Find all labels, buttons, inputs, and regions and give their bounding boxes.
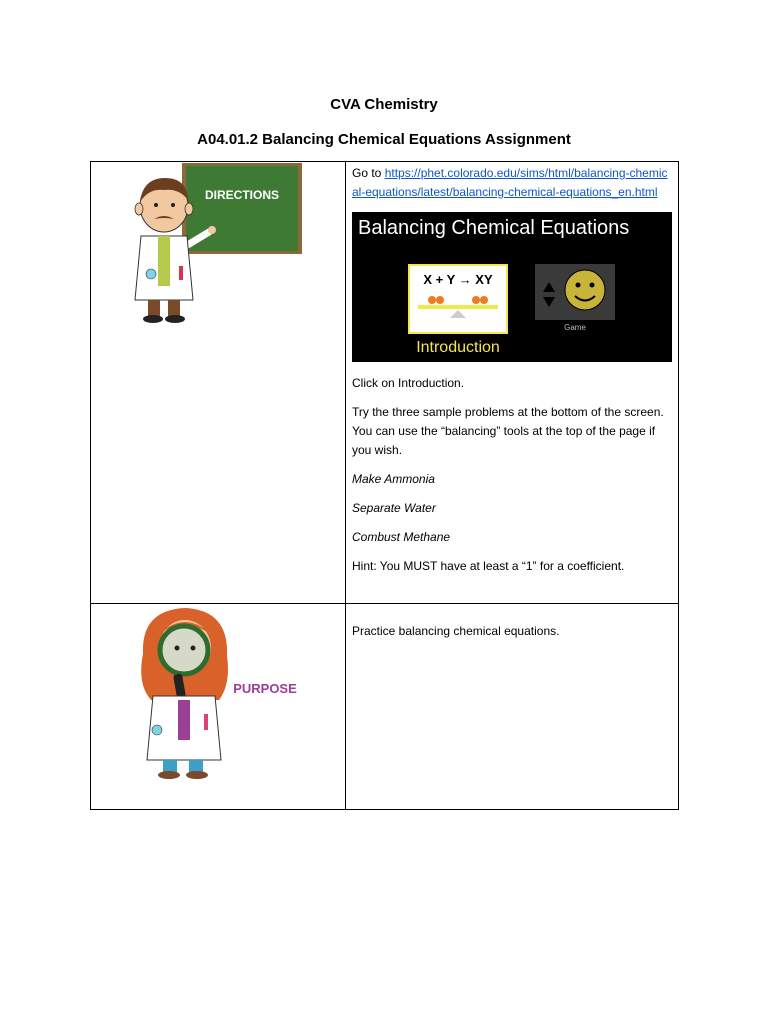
purpose-row [91, 604, 679, 810]
simulation-banner-image [352, 212, 672, 362]
purpose-cell [346, 604, 679, 810]
directions-row [91, 162, 679, 604]
problem-combust-methane: Combust Methane [352, 530, 451, 544]
course-title: CVA Chemistry [330, 96, 438, 113]
scientist-with-magnifying-glass-icon [91, 604, 345, 784]
hint-text: Hint: You MUST have at least a “1” for a coefficient. [352, 559, 625, 573]
purpose-clipart-cell [91, 604, 346, 810]
assignment-title: A04.01.2 Balancing Chemical Equations Assignment [197, 131, 571, 148]
assignment-table [90, 161, 679, 810]
phet-simulation-link[interactable]: https://phet.colorado.edu/sims/html/balancing-chemical-equations/latest/balancing-chemical-equations_en.html [352, 166, 668, 199]
directions-clipart-cell [91, 162, 346, 604]
banner-intro-label: Introduction [416, 339, 500, 356]
goto-prefix: Go to [352, 166, 385, 180]
directions-cell [346, 162, 679, 604]
banner-title: Balancing Chemical Equations [358, 217, 630, 239]
purpose-label: PURPOSE [233, 681, 297, 696]
problem-make-ammonia: Make Ammonia [352, 472, 435, 486]
step-try-problems: Try the three sample problems at the bottom of the screen. You can use the “balancing” tools at the top of the page if you wish. [352, 405, 664, 457]
problem-separate-water: Separate Water [352, 501, 436, 515]
banner-equation: X + Y → XY [423, 272, 493, 287]
step-click-introduction: Click on Introduction. [352, 376, 465, 390]
banner-game-label: Game [564, 323, 586, 332]
teacher-pointing-at-chalkboard-icon [91, 162, 345, 332]
purpose-text: Practice balancing chemical equations. [352, 624, 560, 638]
directions-board-label: DIRECTIONS [204, 188, 280, 202]
